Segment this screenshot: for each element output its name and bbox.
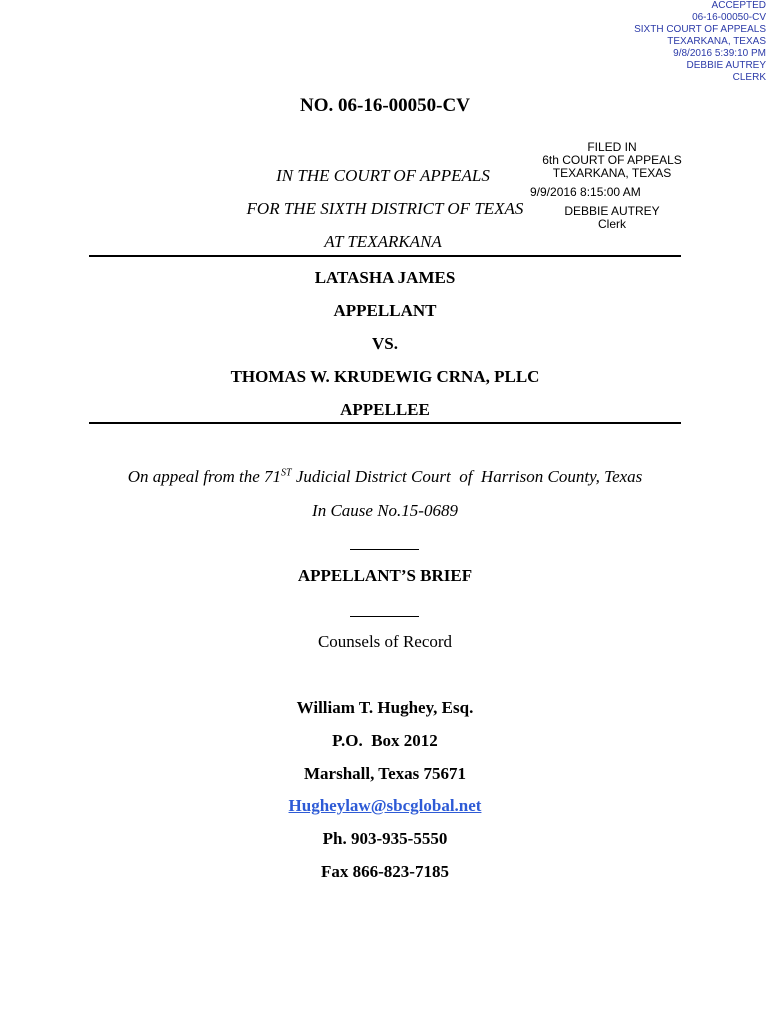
versus-label: VS. [372,334,398,353]
appeal-origin-prefix: On appeal from the 71 [127,467,281,486]
accepted-stamp [634,0,766,84]
counsel-header: Counsels of Record [317,632,453,651]
accepted-stamp-line: ACCEPTED [711,0,766,11]
court-district: FOR THE SIXTH DISTRICT OF TEXAS [246,199,524,218]
appeal-origin [0,467,770,487]
accepted-stamp-line: CLERK [732,72,766,83]
counsel-phone: Ph. 903-935-5550 [322,829,448,848]
appellee-role: APPELLEE [340,400,430,419]
accepted-stamp-line: 9/8/2016 5:39:10 PM [673,48,766,59]
counsel-email-row [0,796,770,816]
short-divider [350,616,419,617]
counsel-po-box: P.O. Box 2012 [332,731,438,750]
counsel-city: Marshall, Texas 75671 [304,764,466,783]
accepted-stamp-line: 06-16-00050-CV [692,12,766,23]
filed-clerk-name: DEBBIE AUTREY [564,204,660,218]
filed-clerk-title: Clerk [597,217,626,231]
accepted-stamp-line: SIXTH COURT OF APPEALS [634,24,766,35]
filed-location: TEXARKANA, TEXAS [552,166,672,180]
case-number: NO. 06-16-00050-CV [300,95,470,116]
counsel-fax: Fax 866-823-7185 [321,862,449,881]
accepted-stamp-line: TEXARKANA, TEXAS [667,36,766,47]
divider-top [89,255,681,257]
appellant-role: APPELLANT [333,301,437,320]
appellee-name: THOMAS W. KRUDEWIG CRNA, PLLC [230,367,540,386]
appeal-origin-suffix: Judicial District Court of Harrison County, Texas [291,467,643,486]
filed-in-label: FILED IN [587,140,637,154]
counsel-name: William T. Hughey, Esq. [296,698,474,717]
appeal-origin-ordinal: ST [281,467,292,479]
brief-title: APPELLANT’S BRIEF [297,566,473,585]
cause-number: In Cause No.15-0689 [312,501,458,520]
appellant-name: LATASHA JAMES [314,268,456,287]
short-divider [350,549,419,550]
court-name: IN THE COURT OF APPEALS [276,166,490,185]
counsel-email-link[interactable]: Hugheylaw@sbcglobal.net [288,796,482,815]
filed-court: 6th COURT OF APPEALS [542,153,682,167]
court-location: AT TEXARKANA [324,232,442,251]
divider-bottom [89,422,681,424]
accepted-stamp-line: DEBBIE AUTREY [686,60,766,71]
filed-datetime: 9/9/2016 8:15:00 AM [530,185,641,199]
